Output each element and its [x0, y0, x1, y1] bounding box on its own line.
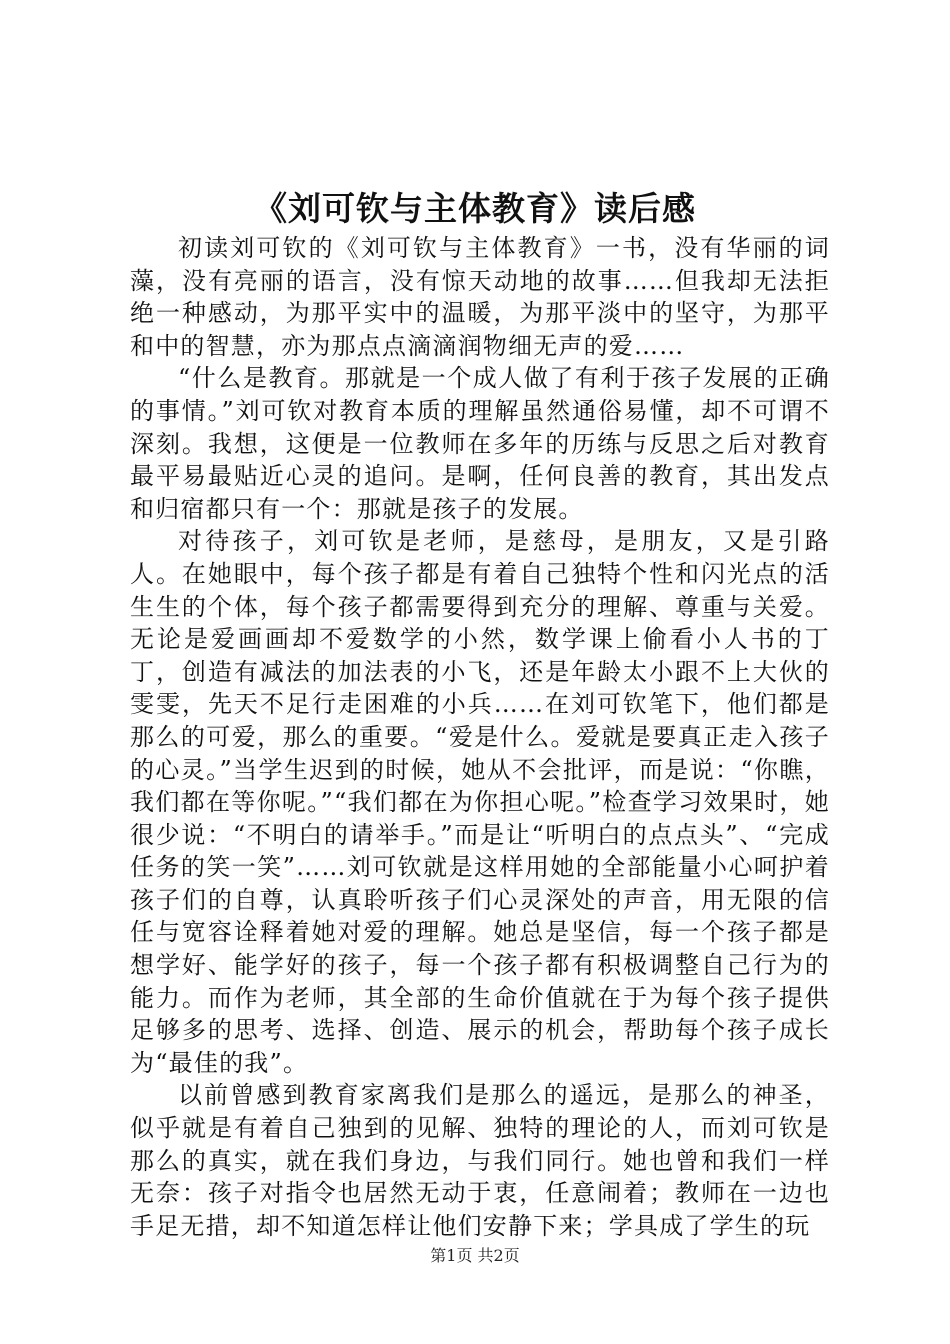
paragraph: “什么是教育。那就是一个成人做了有利于孩子发展的正确的事情。”刘可钦对教育本质的理解虽然通俗易懂，却不可谓不深刻。我想，这便是一位教师在多年的历练与反思之后对教育最平易最贴近心灵的追问。是啊，任何良善的教育，其出发点和归宿都只有一个：那就是孩子的发展。 — [130, 364, 830, 523]
document-body — [130, 232, 830, 1242]
page-footer: 第1页 共2页 — [430, 1246, 520, 1265]
paragraph: 初读刘可钦的《刘可钦与主体教育》一书，没有华丽的词藻，没有亮丽的语言，没有惊天动地的故事……但我却无法拒绝一种感动，为那平实中的温暖，为那平淡中的坚守，为那平和中的智慧，亦为那点点滴滴润物细无声的爱…… — [130, 234, 830, 360]
document-title: 《刘可钦与主体教育》读后感 — [254, 189, 696, 228]
paragraph: 以前曾感到教育家离我们是那么的遥远，是那么的神圣，似乎就是有着自己独到的见解、独特的理论的人，而刘可钦是那么的真实，就在我们身边，与我们同行。她也曾和我们一样无奈：孩子对指令也居然无动于衷，任意闹着；教师在一边也手足无措，却不知道怎样让他们安静下来；学具成了学生的玩 — [130, 1081, 830, 1240]
paragraph: 对待孩子，刘可钦是老师，是慈母，是朋友，又是引路人。在她眼中，每个孩子都是有着自己独特个性和闪光点的活生生的个体，每个孩子都需要得到充分的理解、尊重与关爱。无论是爱画画却不爱数学的小然，数学课上偷看小人书的丁丁，创造有减法的加法表的小飞，还是年龄太小跟不上大伙的雯雯，先天不足行走困难的小兵……在刘可钦笔下，他们都是那么的可爱，那么的重要。“爱是什么。爱就是要真正走入孩子的心灵。”当学生迟到的时候，她从不会批评，而是说：“你瞧，我们都在等你呢。”“我们都在为你担心呢。”检查学习效果时，她很少说：“不明白的请举手。”而是让“听明白的点点头”、“完成任务的笑一笑”……刘可钦就是这样用她的全部能量小心呵护着孩子们的自尊，认真聆听孩子们心灵深处的声音，用无限的信任与宽容诠释着她对爱的理解。她总是坚信，每一个孩子都是想学好、能学好的孩子，每一个孩子都有积极调整自己行为的能力。而作为老师，其全部的生命价值就在于为每个孩子提供足够多的思考、选择、创造、展示的机会，帮助每个孩子成长为“最佳的我”。 — [130, 527, 830, 1077]
